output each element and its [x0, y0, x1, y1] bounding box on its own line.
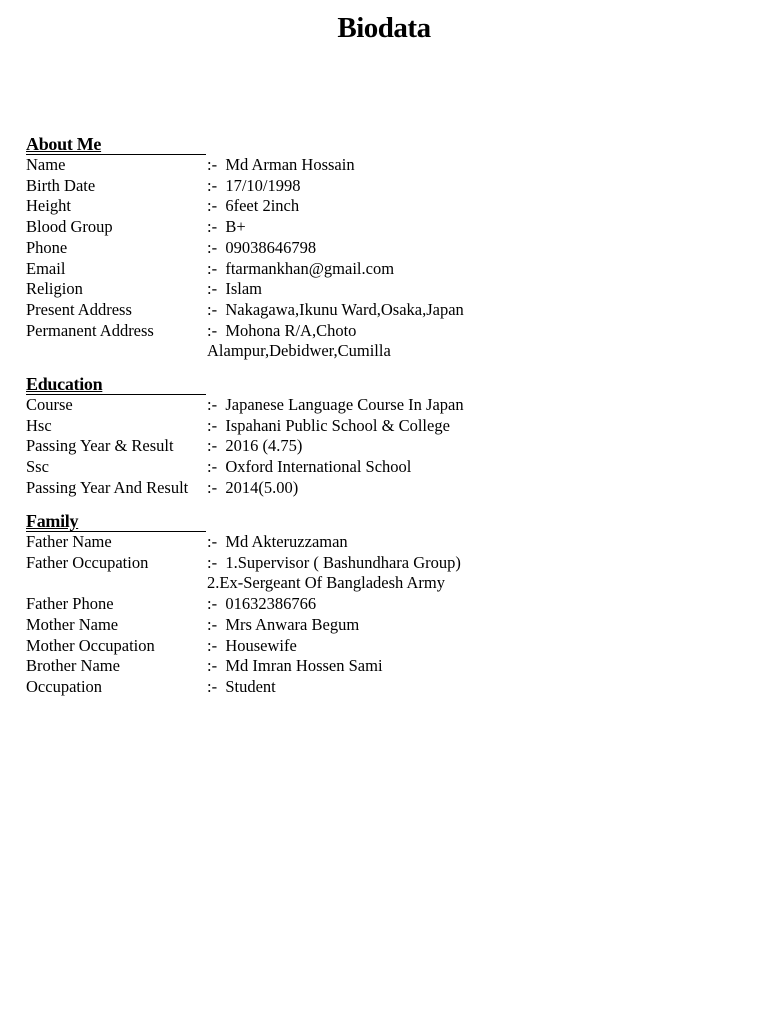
field-separator: :- [207, 175, 226, 195]
field-separator: :- [207, 237, 226, 257]
field-row [26, 217, 506, 238]
field-row [26, 155, 506, 176]
field-label: Height [26, 196, 71, 216]
field-label: Birth Date [26, 175, 96, 195]
field-separator: :- [207, 217, 226, 237]
field-separator: :- [207, 320, 226, 340]
field-separator: :- [207, 552, 226, 572]
field-row [26, 677, 506, 698]
field-row [26, 615, 506, 636]
field-label: Email [26, 258, 66, 278]
field-label: Phone [26, 237, 68, 257]
field-separator: :- [207, 196, 226, 216]
field-row [26, 553, 506, 594]
field-row [26, 636, 506, 657]
field-label: Passing Year & Result [26, 436, 174, 456]
field-row [26, 532, 506, 553]
field-value-line [26, 457, 506, 478]
field-row [26, 395, 506, 416]
field-row [26, 416, 506, 437]
family-rows [26, 532, 506, 698]
field-label: Mother Occupation [26, 635, 155, 655]
field-row [26, 259, 506, 280]
field-value: Md Arman Hossain [225, 155, 355, 174]
field-value: Nakagawa,Ikunu Ward,Osaka,Japan [225, 299, 464, 319]
field-label: Passing Year And Result [26, 477, 189, 497]
field-label: Religion [26, 279, 83, 299]
field-value: 09038646798 [225, 237, 317, 257]
field-value-line [26, 196, 506, 217]
family-section [26, 511, 506, 698]
field-row [26, 238, 506, 259]
field-value: 1.Supervisor ( Bashundhara Group) [225, 552, 461, 572]
field-row [26, 457, 506, 478]
field-value: Student [225, 676, 276, 696]
field-value-continuation: 2.Ex-Sergeant Of Bangladesh Army [207, 573, 445, 593]
field-separator: :- [207, 614, 226, 634]
field-value: 17/10/1998 [225, 175, 301, 195]
field-label: Father Phone [26, 594, 114, 614]
field-value-line [26, 238, 506, 259]
field-label: Name [26, 155, 66, 174]
field-label: Hsc [26, 415, 52, 435]
field-value: Mohona R/A,Choto [225, 320, 357, 340]
field-separator: :- [207, 415, 226, 435]
field-value-line [26, 395, 506, 416]
about-section [26, 134, 506, 362]
field-value-line [26, 155, 506, 176]
education-section [26, 374, 506, 499]
field-label: Present Address [26, 299, 132, 319]
field-separator: :- [207, 279, 226, 299]
field-value: 2014(5.00) [225, 477, 299, 497]
field-row [26, 176, 506, 197]
field-separator: :- [207, 395, 226, 414]
field-value: Housewife [225, 635, 297, 655]
field-separator: :- [207, 532, 226, 551]
field-label: Father Occupation [26, 552, 149, 572]
page-title: Biodata [337, 12, 431, 44]
field-value: B+ [225, 217, 246, 237]
section-heading-family: Family [26, 511, 206, 532]
field-value: Japanese Language Course In Japan [225, 395, 464, 414]
field-row [26, 300, 506, 321]
section-heading-about: About Me [26, 134, 206, 155]
field-value-line [26, 279, 506, 300]
field-value: Islam [225, 279, 263, 299]
field-separator: :- [207, 635, 226, 655]
field-value-line [26, 416, 506, 437]
field-separator: :- [207, 436, 226, 456]
field-value: 2016 (4.75) [225, 436, 303, 456]
section-heading-education: Education [26, 374, 206, 395]
field-separator: :- [207, 676, 226, 696]
field-row [26, 196, 506, 217]
field-separator: :- [207, 457, 226, 477]
field-value: Md Imran Hossen Sami [225, 656, 383, 676]
field-value: Ispahani Public School & College [225, 415, 450, 435]
field-row [26, 321, 506, 362]
field-value-line [26, 176, 506, 197]
education-rows [26, 395, 506, 499]
field-value: 01632386766 [225, 594, 317, 614]
field-label: Blood Group [26, 217, 113, 237]
about-rows [26, 155, 506, 362]
field-value: 6feet 2inch [225, 196, 300, 216]
field-label: Occupation [26, 676, 103, 696]
field-value-line [26, 259, 506, 280]
field-separator: :- [207, 155, 226, 174]
field-value: Mrs Anwara Begum [225, 614, 360, 634]
field-row [26, 594, 506, 615]
field-label: Brother Name [26, 656, 120, 676]
field-value-continuation: Alampur,Debidwer,Cumilla [207, 341, 391, 361]
field-row [26, 436, 506, 457]
field-row [26, 656, 506, 677]
field-label: Course [26, 395, 73, 414]
field-separator: :- [207, 656, 226, 676]
field-label: Mother Name [26, 614, 119, 634]
field-separator: :- [207, 258, 226, 278]
field-row [26, 478, 506, 499]
field-value: ftarmankhan@gmail.com [225, 258, 395, 278]
field-row [26, 279, 506, 300]
field-label: Permanent Address [26, 320, 154, 340]
field-separator: :- [207, 477, 226, 497]
field-label: Father Name [26, 532, 112, 551]
field-separator: :- [207, 594, 226, 614]
field-label: Ssc [26, 457, 49, 477]
field-separator: :- [207, 299, 226, 319]
field-value: Md Akteruzzaman [225, 532, 348, 551]
field-value: Oxford International School [225, 457, 412, 477]
